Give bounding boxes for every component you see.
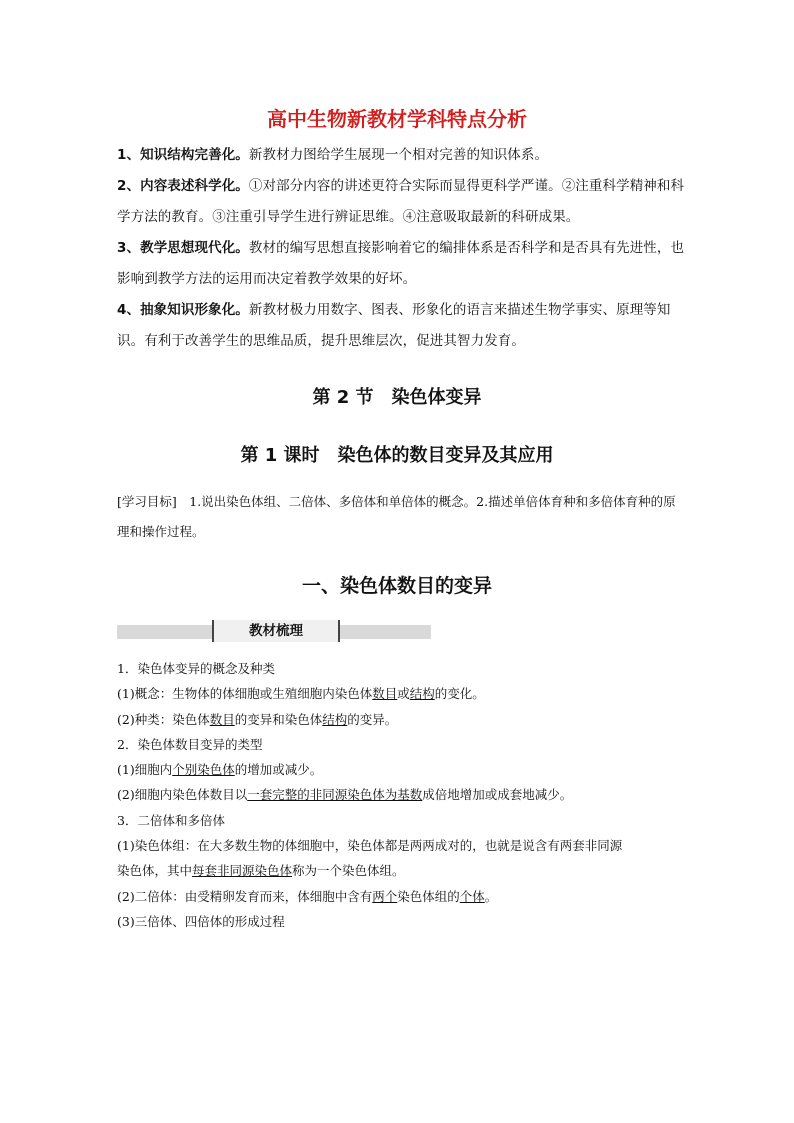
intro-item-4-text: 新教材极力用数字、图表、形象化的语言来描述生物学事实、原理等知识。有利于改善学生的思维品质，提升思维层次，促进其智力发育。 [117,302,671,349]
content-line [117,707,697,732]
item-heading: 1．染色体变异的概念及种类 [117,661,275,676]
lesson-heading: 第 1 课时 染色体的数目变异及其应用 [240,445,554,466]
text-span: (2)二倍体：由受精卵发育而来，体细胞中含有 [117,888,373,904]
text-span: 的变异。 [347,711,398,727]
answer-blank: 数目 [209,711,235,727]
intro-item-3 [117,233,687,295]
section-heading: 第 2 节 染色体变异 [312,387,482,408]
content-line [117,858,697,883]
content-line [117,909,697,934]
answer-blank: 个别染色体 [172,762,235,778]
content-line [117,782,697,807]
content-line [117,808,697,833]
content-line [117,732,697,757]
text-span: (2)种类：染色体 [117,711,210,727]
text-span: 的变异和染色体 [234,711,323,727]
textbook-content [117,656,697,934]
intro-item-4-lead: 4、抽象知识形象化。 [117,302,249,318]
content-line [117,757,697,782]
part-heading: 一、染色体数目的变异 [301,575,492,597]
text-span: (1)细胞内 [117,762,173,778]
intro-item-2-lead: 2、内容表述科学化。 [117,178,249,194]
content-line [117,656,697,681]
intro-item-1 [117,140,687,171]
intro-item-1-lead: 1、知识结构完善化。 [117,147,249,163]
text-span: 的变化。 [434,686,485,702]
item-heading: 3．二倍体和多倍体 [117,812,225,828]
learning-goals: [学习目标] 1.说出染色体组、二倍体、多倍体和单倍体的概念。2.描述单倍体育种和多倍体育种的原理和操作过程。 [117,494,676,539]
text-span: 称为一个染色体组。 [292,863,405,879]
text-span: (3)三倍体、四倍体的形成过程 [117,913,285,929]
answer-blank: 一套完整的非同源染色体为基数 [247,787,423,803]
text-span: 成倍地增加或成套地减少。 [422,787,573,803]
intro-item-2 [117,171,687,233]
answer-blank: 结构 [409,686,435,702]
text-span: (1)概念：生物体的体细胞或生殖细胞内染色体 [117,686,373,702]
text-span: 的增加或减少。 [234,762,323,778]
text-span: (2)细胞内染色体数目以 [117,787,248,803]
text-span: 染色体，其中 [117,863,193,879]
text-span: 染色体组的 [397,888,460,904]
text-span: (1)染色体组：在大多数生物的体细胞中，染色体都是两两成对的，也就是说含有两套非同源 [117,838,623,854]
text-span: 或 [397,686,410,702]
answer-blank: 两个 [372,888,398,904]
content-line [117,833,697,858]
text-span: 。 [484,888,498,904]
intro-item-3-lead: 3、教学思想现代化。 [117,240,249,256]
intro-item-4 [117,295,687,357]
section-banner-label: 教材梳理 [212,620,340,642]
intro-item-2-text: ①对部分内容的讲述更符合实际而显得更科学严谨。②注重科学精神和科学方法的教育。③注重引导学生进行辨证思维。④注意吸取最新的科研成果。 [117,178,685,225]
item-heading: 2．染色体数目变异的类型 [117,736,263,752]
answer-blank: 数目 [372,686,398,702]
page-title: 高中生物新教材学科特点分析 [267,107,527,131]
content-line [117,884,697,909]
intro-item-3-text: 教材的编写思想直接影响着它的编排体系是否科学和是否具有先进性，也影响到教学方法的运用而决定着教学效果的好坏。 [117,240,685,287]
intro-item-1-text: 新教材力图给学生展现一个相对完善的知识体系。 [248,147,549,163]
answer-blank: 每套非同源染色体 [192,863,293,879]
content-line [117,681,697,706]
section-banner [117,625,431,639]
answer-blank: 结构 [322,711,348,727]
answer-blank: 个体 [459,888,485,904]
